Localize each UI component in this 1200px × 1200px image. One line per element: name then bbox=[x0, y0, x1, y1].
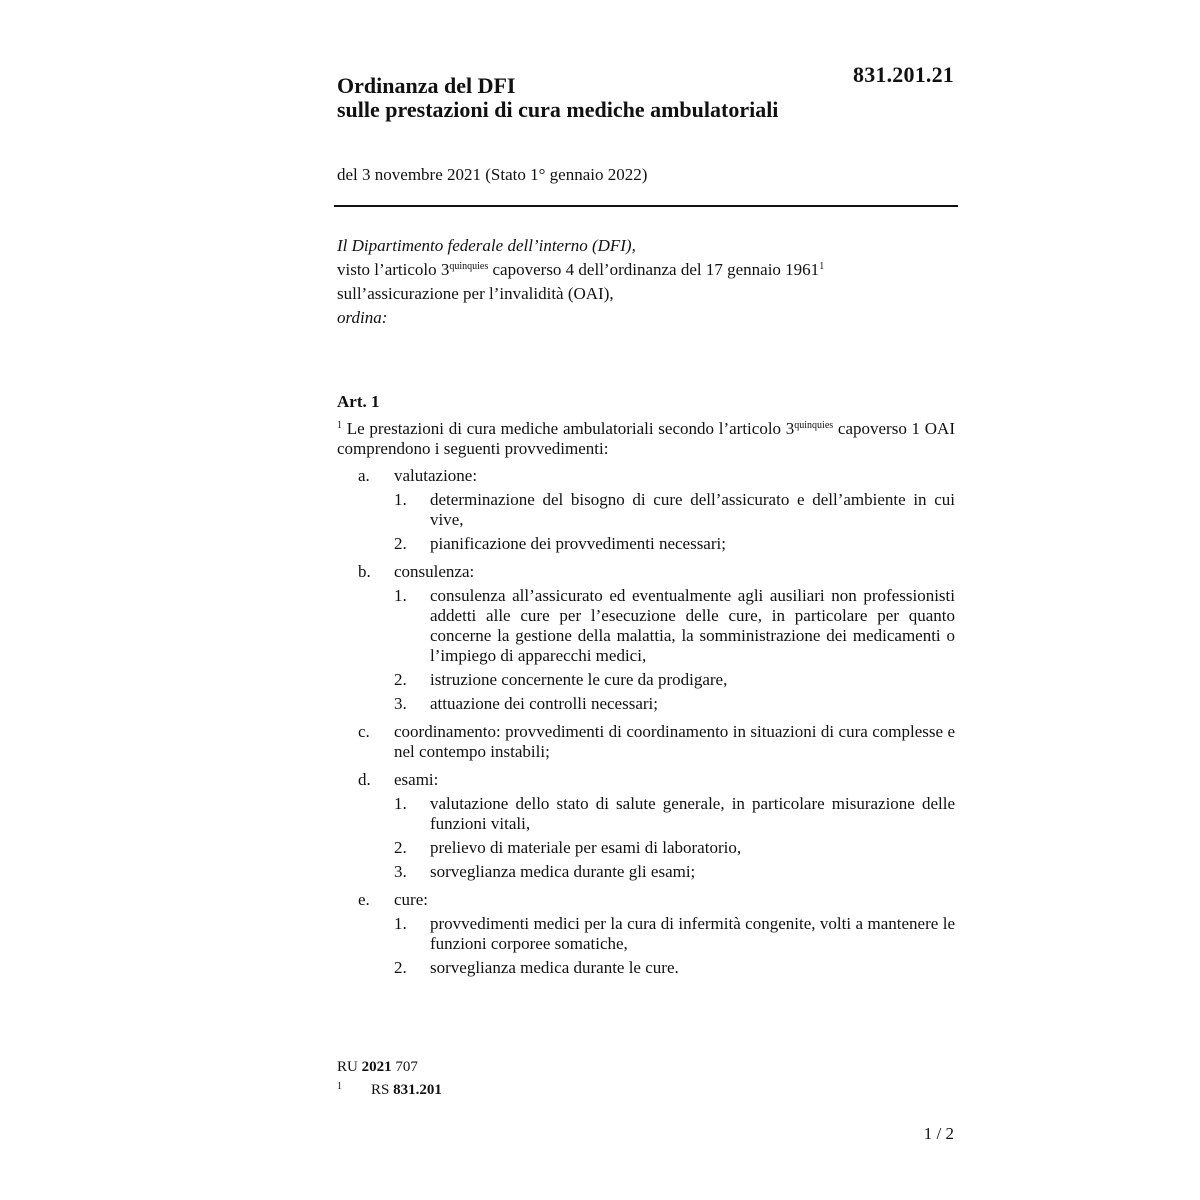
article-intro bbox=[337, 419, 955, 459]
sub-provision-text: sorveglianza medica durante gli esami; bbox=[430, 862, 696, 881]
provision-body bbox=[394, 890, 955, 982]
sub-provision-number: 2. bbox=[394, 958, 407, 977]
sub-provision-number: 2. bbox=[394, 838, 407, 857]
provisions-list bbox=[337, 466, 955, 982]
provision-text: coordinamento: provvedimenti di coordinamento in situazioni di cura complesse e nel contempo instabili; bbox=[394, 722, 955, 761]
provision-body bbox=[394, 770, 955, 886]
sub-provision-number: 2. bbox=[394, 534, 407, 553]
ru-prefix: RU bbox=[337, 1059, 362, 1075]
intro-superscript: quinquies bbox=[794, 420, 834, 431]
sub-provision-text: istruzione concernente le cure da prodigare, bbox=[430, 670, 728, 689]
document-page bbox=[337, 0, 957, 1200]
sub-provision-text: valutazione dello stato di salute generale, in particolare misurazione delle funzioni vitali, bbox=[430, 794, 955, 833]
sub-provision-item bbox=[394, 694, 955, 714]
sub-provision-number: 1. bbox=[394, 914, 407, 933]
sub-provision-text: attuazione dei controlli necessari; bbox=[430, 694, 658, 713]
header-divider bbox=[334, 205, 958, 207]
provision-letter: e. bbox=[358, 890, 370, 909]
sub-provision-item bbox=[394, 670, 955, 690]
visto-text-2: capoverso 4 dell’ordinanza del 17 gennaio 1961 bbox=[488, 260, 820, 279]
page-number: 1 / 2 bbox=[923, 1124, 954, 1143]
sr-number: 831.201.21 bbox=[853, 62, 954, 87]
provision-body bbox=[394, 722, 955, 766]
sub-provision-item bbox=[394, 794, 955, 834]
provision-item bbox=[337, 770, 955, 886]
ordina: ordina: bbox=[337, 308, 388, 327]
visto-line-2: sull’assicurazione per l’invalidità (OAI), bbox=[337, 284, 614, 303]
sub-provision-item bbox=[394, 958, 955, 978]
provision-body bbox=[394, 562, 955, 718]
document-title bbox=[337, 74, 778, 122]
intro-text-1: Le prestazioni di cura mediche ambulatoriali secondo l’articolo 3 bbox=[342, 419, 795, 438]
paragraph-number: 1 bbox=[337, 420, 342, 431]
ru-page: 707 bbox=[391, 1059, 418, 1075]
sub-provision-item bbox=[394, 490, 955, 530]
sub-provision-item bbox=[394, 862, 955, 882]
date-line: del 3 novembre 2021 (Stato 1° gennaio 2022) bbox=[337, 165, 648, 184]
sub-provision-item bbox=[394, 914, 955, 954]
footnote-ref-1[interactable]: 1 bbox=[819, 261, 825, 272]
preamble bbox=[337, 234, 824, 330]
provision-text: cure: bbox=[394, 890, 428, 909]
article-title: Art. 1 bbox=[337, 392, 380, 411]
provision-letter: d. bbox=[358, 770, 371, 789]
provision-letter: c. bbox=[358, 722, 370, 741]
footnote-1-mark: 1 bbox=[337, 1081, 342, 1092]
title-line-1: Ordinanza del DFI bbox=[337, 73, 516, 98]
visto-superscript: quinquies bbox=[449, 261, 489, 272]
intro-text-2: capoverso 1 OAI comprendono i seguenti provvedimenti: bbox=[337, 419, 955, 458]
sub-provision-text: provvedimenti medici per la cura di infermità congenite, volti a mantenere le funzioni corporee somatiche, bbox=[430, 914, 955, 953]
footnote-1-ref[interactable]: 831.201 bbox=[393, 1082, 442, 1098]
sub-provision-item bbox=[394, 586, 955, 666]
sub-provision-number: 2. bbox=[394, 670, 407, 689]
ru-reference bbox=[337, 1057, 442, 1077]
sub-provision-number: 1. bbox=[394, 794, 407, 813]
sub-provision-item bbox=[394, 534, 955, 554]
sub-provision-number: 1. bbox=[394, 586, 407, 605]
sub-provision-text: consulenza all’assicurato ed eventualmente agli ausiliari non professionisti addetti alle cure per l’esecuzione delle cure, in particolare per quanto concerne la gestione della malattia, la somministrazione dei medicamenti o l’impiego di apparecchi medici, bbox=[430, 586, 955, 665]
provision-text: valutazione: bbox=[394, 466, 478, 485]
sub-provision-text: determinazione del bisogno di cure dell’assicurato e dell’ambiente in cui vive, bbox=[430, 490, 955, 529]
provision-item bbox=[337, 890, 955, 982]
provision-body bbox=[394, 466, 955, 558]
provision-item bbox=[337, 466, 955, 558]
footnotes bbox=[337, 1057, 442, 1100]
sub-provision-text: prelievo di materiale per esami di laboratorio, bbox=[430, 838, 742, 857]
sub-provision-item bbox=[394, 838, 955, 858]
article-1 bbox=[337, 392, 955, 986]
issuer: Il Dipartimento federale dell’interno (DFI), bbox=[337, 236, 636, 255]
provision-letter: a. bbox=[358, 466, 370, 485]
provision-text: consulenza: bbox=[394, 562, 475, 581]
title-line-2: sulle prestazioni di cura mediche ambulatoriali bbox=[337, 97, 779, 122]
provision-item bbox=[337, 722, 955, 766]
provision-text: esami: bbox=[394, 770, 439, 789]
footnote-1 bbox=[337, 1077, 442, 1100]
visto-text-1: visto l’articolo 3 bbox=[337, 260, 450, 279]
footnote-1-prefix: RS bbox=[371, 1082, 394, 1098]
sub-provision-number: 3. bbox=[394, 694, 407, 713]
sub-provision-text: sorveglianza medica durante le cure. bbox=[430, 958, 679, 977]
provision-letter: b. bbox=[358, 562, 371, 581]
sub-provision-text: pianificazione dei provvedimenti necessari; bbox=[430, 534, 726, 553]
provision-item bbox=[337, 562, 955, 718]
visto-line-1 bbox=[337, 258, 824, 282]
sub-provision-number: 1. bbox=[394, 490, 407, 509]
ru-year: 2021 bbox=[361, 1059, 392, 1075]
sub-provision-number: 3. bbox=[394, 862, 407, 881]
